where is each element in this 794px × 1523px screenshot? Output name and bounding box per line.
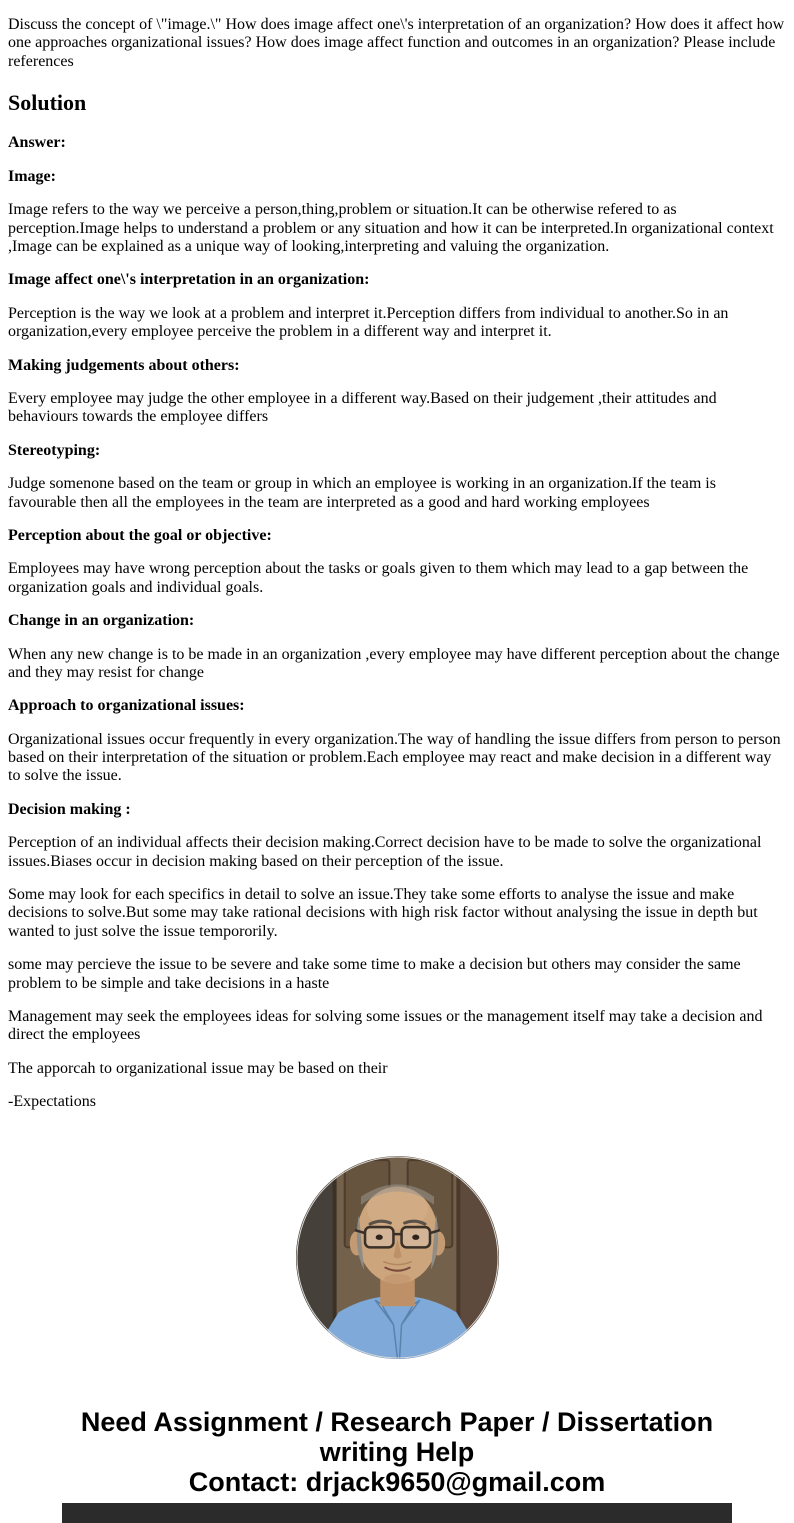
section-body: Judge somenone based on the team or group in which an employee is working in an organization.If the team is favourable then all the employees in the team are interpreted as a good and hard working employees [8, 475, 716, 511]
content-section-change [8, 612, 786, 682]
section-body: Perception is the way we look at a problem and interpret it.Perception differs from individual to another.So in an organization,every employee perceive the problem in a different way and interpret it. [8, 304, 729, 341]
section-heading: Image: [8, 167, 56, 185]
extra-paragraph: Management may seek the employees ideas for solving some issues or the management itself may take a decision and direct the employees [8, 1007, 763, 1044]
avatar [8, 1156, 786, 1359]
section-body: Employees may have wrong perception about the tasks or goals given to them which may lead to a gap between the organization goals and individual goals. [8, 560, 749, 596]
section-heading: Approach to organizational issues: [8, 697, 245, 715]
content-section-image [8, 168, 786, 257]
section-heading: Image affect one\'s interpretation in an organization: [8, 271, 370, 289]
bottom-bar [62, 1503, 732, 1523]
section-heading: Decision making : [8, 800, 131, 818]
section-body: Organizational issues occur frequently in every organization.The way of handling the issue differs from person to person based on their interpretation of the situation or problem.Each employee may react and make decision in a different way to solve the issue. [8, 730, 781, 785]
content-section-interpretation [8, 271, 786, 341]
content-section-judgements [8, 357, 786, 427]
section-heading: Perception about the goal or objective: [8, 526, 272, 544]
extra-paragraph: The apporcah to organizational issue may be based on their [8, 1059, 388, 1077]
footer-line: Need Assignment / Research Paper / Dissertation [80, 1406, 714, 1437]
instructor-photo [296, 1156, 499, 1359]
extra-paragraph: Some may look for each specifics in detail to solve an issue.They take some efforts to analyse the issue and make decisions to solve.But some may take rational decisions with high risk factor without analysing the issue in depth but wanted to just solve the issue tempororily. [8, 886, 758, 940]
content-section-goal-perception [8, 527, 786, 597]
footer-contact-email: Contact: drjack9650@gmail.com [188, 1467, 606, 1497]
footer-promo [8, 1407, 786, 1498]
section-body: Perception of an individual affects their decision making.Correct decision have to be made to solve the organizational issues.Biases occur in decision making based on their perception of the issue. [8, 834, 762, 870]
section-heading: Stereotyping: [8, 441, 101, 459]
footer-line: writing Help [319, 1436, 475, 1467]
answer-label: Answer: [8, 134, 66, 152]
question-text: Discuss the concept of \"image.\" How does image affect one\'s interpretation of an organization? How does it affect how one approaches organizational issues? How does image affect function and outcomes in an organization? Please include references [8, 16, 785, 70]
content-section-decision-making [8, 801, 786, 871]
section-body: When any new change is to be made in an organization ,every employee may have different perception about the change and they may resist for change [8, 645, 780, 681]
solution-heading: Solution [8, 90, 87, 116]
section-heading: Change in an organization: [8, 612, 195, 630]
section-body: Image refers to the way we perceive a person,thing,problem or situation.It can be otherwise refered to as perception.Image helps to understand a problem or any situation and how it can be interpreted.In organizational context ,Image can be explained as a unique way of looking,interpreting and valuing the organization. [8, 201, 774, 256]
expectations-item: -Expectations [8, 1093, 96, 1111]
section-body: Every employee may judge the other employee in a different way.Based on their judgement ,their attitudes and behaviours towards the employee differs [8, 389, 717, 426]
content-section-stereotyping [8, 442, 786, 512]
extra-paragraph: some may percieve the issue to be severe and take some time to make a decision but others may consider the same problem to be simple and take decisions in a haste [8, 956, 741, 992]
content-section-approach [8, 697, 786, 786]
section-heading: Making judgements about others: [8, 356, 240, 374]
